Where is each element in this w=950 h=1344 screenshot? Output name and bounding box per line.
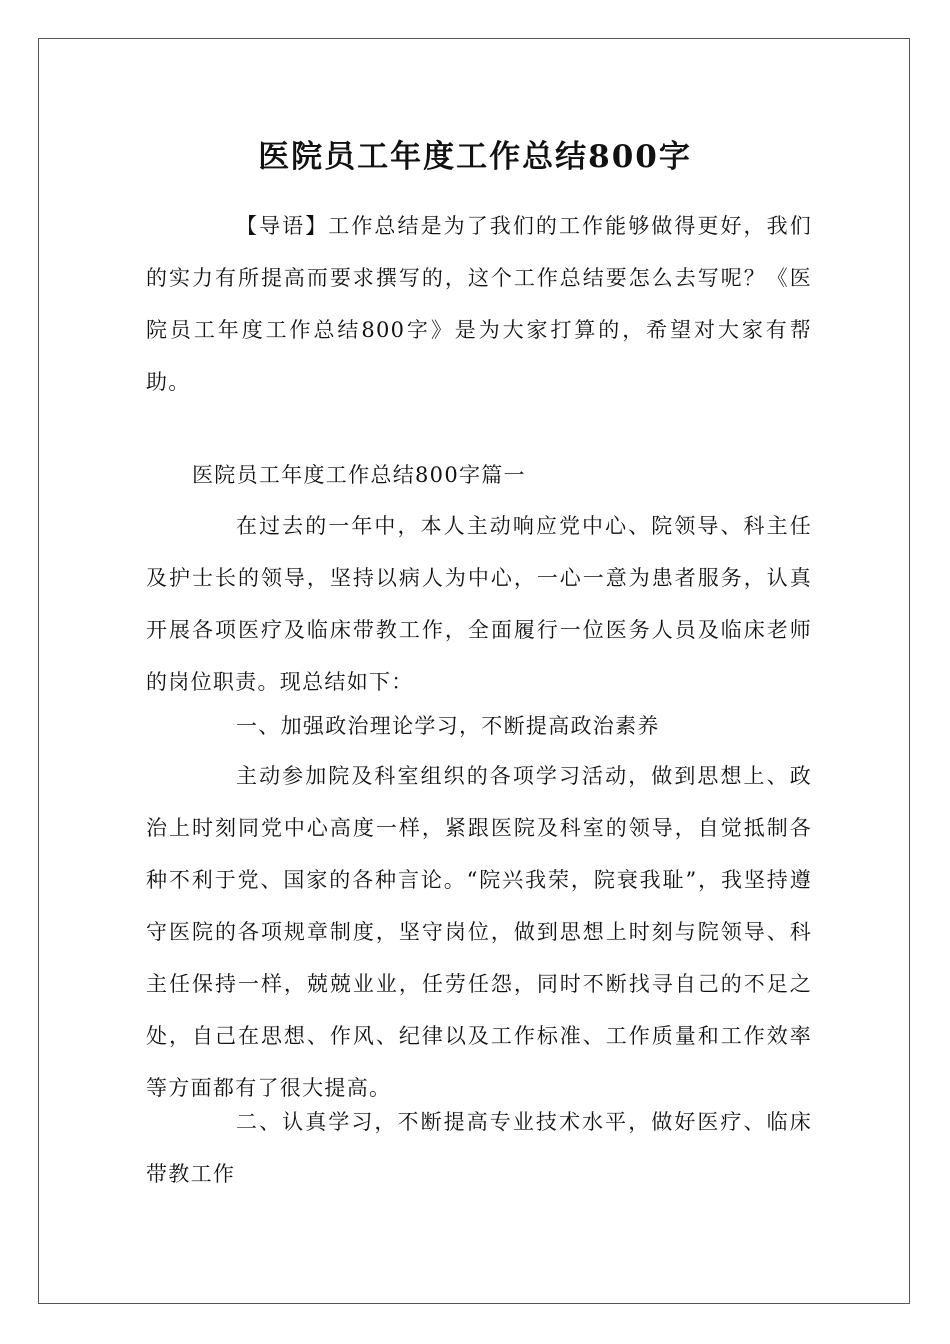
body-paragraph-3: 二、认真学习，不断提高专业技术水平，做好医疗、临床带教工作 bbox=[146, 1110, 812, 1186]
body-paragraph-1: 在过去的一年中，本人主动响应党中心、院领导、科主任及护士长的领导，坚持以病人为中心，一心一意为患者服务，认真开展各项医疗及临床带教工作，全面履行一位医务人员及临床老师的岗位职责。现总结如下： bbox=[146, 514, 812, 694]
heading-1: 一、加强政治理论学习，不断提高政治素养 bbox=[236, 714, 660, 738]
body-paragraph-2: 主动参加院及科室组织的各项学习活动，做到思想上、政治上时刻同党中心高度一样，紧跟医院及科室的领导，自觉抵制各种不利于党、国家的各种言论。“院兴我荣，院衰我耻”，我坚持遵守医院的各项规章制度，坚守岗位，做到思想上时刻与院领导、科主任保持一样，兢兢业业，任劳任怨，同时不断找寻自己的不足之处，自己在思想、作风、纪律以及工作标准、工作质量和工作效率等方面都有了很大提高。 bbox=[146, 764, 812, 1100]
document-title: 医院员工年度工作总结800字 bbox=[258, 139, 692, 175]
section-heading: 医院员工年度工作总结800字篇一 bbox=[192, 463, 526, 487]
intro-paragraph: 【导语】工作总结是为了我们的工作能够做得更好，我们的实力有所提高而要求撰写的，这个工作总结要怎么去写呢？《医院员工年度工作总结800字》是为大家打算的，希望对大家有帮助。 bbox=[146, 214, 812, 394]
